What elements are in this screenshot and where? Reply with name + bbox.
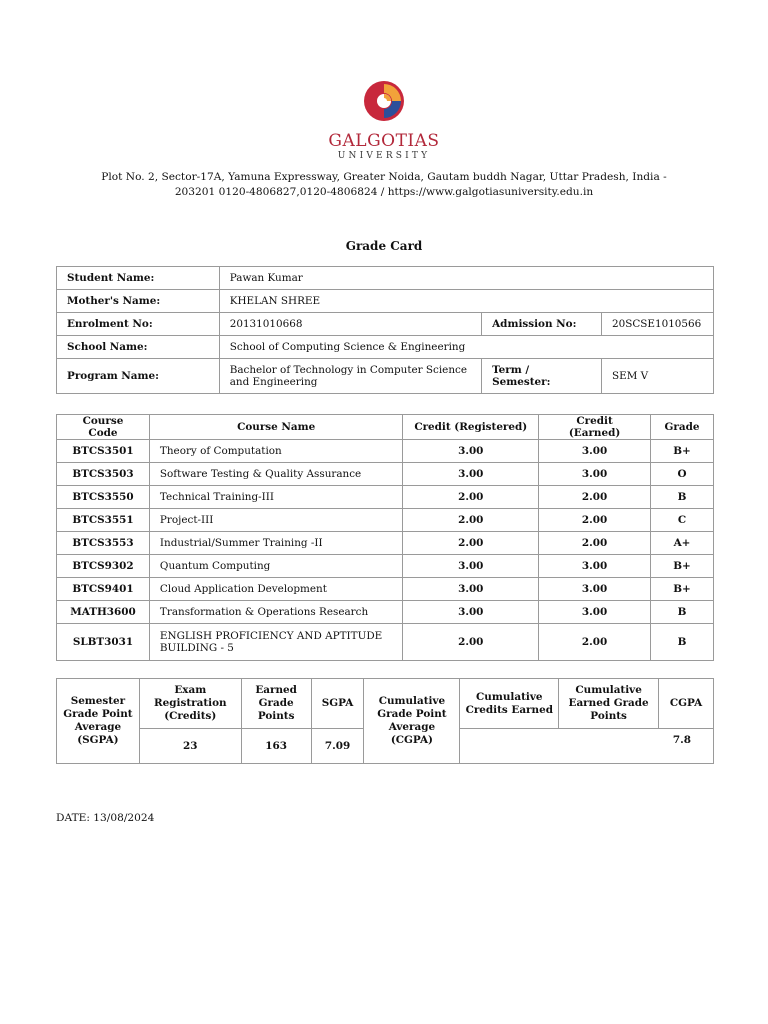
enrolment-value: 20131010668 <box>219 313 481 336</box>
course-name: ENGLISH PROFICIENCY AND APTITUDE BUILDING - 5 <box>149 624 402 661</box>
course-grade: B+ <box>651 578 714 601</box>
mother-name-value: KHELAN SHREE <box>219 290 713 313</box>
table-row <box>57 486 714 509</box>
cgpa-group-label: Cumulative Grade Point Average (CGPA) <box>364 679 460 764</box>
credit-earned: 3.00 <box>539 555 651 578</box>
logo-subtitle: UNIVERSITY <box>337 151 431 161</box>
course-name: Cloud Application Development <box>149 578 402 601</box>
grade-summary-table <box>56 678 714 764</box>
sgpa-group-label: Semester Grade Point Average (SGPA) <box>57 679 140 764</box>
cumulative-points-label: Cumulative Earned Grade Points <box>559 679 659 729</box>
header-credit-registered: Credit (Registered) <box>403 415 539 440</box>
university-address: Plot No. 2, Sector-17A, Yamuna Expressway, Greater Noida, Gautam buddh Nagar, Uttar Pradesh, India - 203201 0120-4806827,0120-4806824 / https://www.galgotiasuniversity.edu.in <box>101 171 667 198</box>
program-label: Program Name: <box>57 359 220 394</box>
galgotias-logo-icon <box>361 78 407 124</box>
credit-earned: 2.00 <box>539 509 651 532</box>
course-grades-table <box>56 414 714 661</box>
course-grade: B <box>651 486 714 509</box>
course-grade: C <box>651 509 714 532</box>
mother-name-row <box>57 290 714 313</box>
cgpa-value: 7.8 <box>460 729 714 764</box>
table-row <box>57 463 714 486</box>
credit-earned: 3.00 <box>539 440 651 463</box>
course-header-row <box>57 415 714 440</box>
summary-header-row <box>57 679 714 729</box>
admission-label: Admission No: <box>482 313 602 336</box>
course-name: Transformation & Operations Research <box>149 601 402 624</box>
course-code: BTCS3551 <box>57 509 150 532</box>
course-code: BTCS9302 <box>57 555 150 578</box>
mother-name-label: Mother's Name: <box>57 290 220 313</box>
course-code: BTCS3553 <box>57 532 150 555</box>
credit-earned: 2.00 <box>539 532 651 555</box>
course-name: Industrial/Summer Training -II <box>149 532 402 555</box>
course-grade: B <box>651 601 714 624</box>
credit-earned: 2.00 <box>539 624 651 661</box>
credit-registered: 2.00 <box>403 486 539 509</box>
school-label: School Name: <box>57 336 220 359</box>
credit-earned: 3.00 <box>539 601 651 624</box>
enrolment-label: Enrolment No: <box>57 313 220 336</box>
sgpa-value: 7.09 <box>311 729 364 764</box>
header-course-code: Course Code <box>57 415 150 440</box>
course-code: BTCS3501 <box>57 440 150 463</box>
term-label: Term / Semester: <box>482 359 602 394</box>
admission-value: 20SCSE1010566 <box>601 313 713 336</box>
credit-registered: 3.00 <box>403 555 539 578</box>
credit-earned: 3.00 <box>539 578 651 601</box>
program-value: Bachelor of Technology in Computer Science and Engineering <box>219 359 481 394</box>
university-logo <box>0 78 768 161</box>
table-row <box>57 624 714 661</box>
student-name-label: Student Name: <box>57 267 220 290</box>
exam-registration-label: Exam Registration (Credits) <box>139 679 241 729</box>
exam-registration-value: 23 <box>139 729 241 764</box>
course-name: Technical Training-III <box>149 486 402 509</box>
cumulative-credits-label: Cumulative Credits Earned <box>460 679 559 729</box>
course-code: BTCS3550 <box>57 486 150 509</box>
course-grade: B+ <box>651 555 714 578</box>
course-rows <box>57 440 714 661</box>
student-info-table <box>56 266 714 394</box>
credit-registered: 2.00 <box>403 509 539 532</box>
term-value: SEM V <box>601 359 713 394</box>
credit-registered: 3.00 <box>403 440 539 463</box>
course-grade: O <box>651 463 714 486</box>
header-credit-earned: Credit (Earned) <box>539 415 651 440</box>
course-code: BTCS9401 <box>57 578 150 601</box>
course-code: BTCS3503 <box>57 463 150 486</box>
course-code: MATH3600 <box>57 601 150 624</box>
sgpa-label: SGPA <box>311 679 364 729</box>
credit-earned: 3.00 <box>539 463 651 486</box>
page-title: Grade Card <box>345 239 423 253</box>
course-name: Quantum Computing <box>149 555 402 578</box>
program-row <box>57 359 714 394</box>
course-grade: B <box>651 624 714 661</box>
issue-date: DATE: 13/08/2024 <box>56 812 155 824</box>
table-row <box>57 601 714 624</box>
table-row <box>57 509 714 532</box>
course-grade: A+ <box>651 532 714 555</box>
table-row <box>57 578 714 601</box>
credit-registered: 2.00 <box>403 532 539 555</box>
school-row <box>57 336 714 359</box>
course-grade: B+ <box>651 440 714 463</box>
earned-grade-points-label: Earned Grade Points <box>241 679 311 729</box>
earned-grade-points-value: 163 <box>241 729 311 764</box>
credit-registered: 2.00 <box>403 624 539 661</box>
credit-earned: 2.00 <box>539 486 651 509</box>
course-name: Software Testing & Quality Assurance <box>149 463 402 486</box>
credit-registered: 3.00 <box>403 601 539 624</box>
table-row <box>57 555 714 578</box>
credit-registered: 3.00 <box>403 578 539 601</box>
table-row <box>57 440 714 463</box>
course-name: Project-III <box>149 509 402 532</box>
enrolment-row <box>57 313 714 336</box>
cgpa-label: CGPA <box>659 679 714 729</box>
student-name-value: Pawan Kumar <box>219 267 713 290</box>
header-course-name: Course Name <box>149 415 402 440</box>
course-code: SLBT3031 <box>57 624 150 661</box>
course-name: Theory of Computation <box>149 440 402 463</box>
table-row <box>57 532 714 555</box>
logo-name: GALGOTIAS <box>328 131 440 151</box>
school-value: School of Computing Science & Engineering <box>219 336 713 359</box>
header-grade: Grade <box>651 415 714 440</box>
student-name-row <box>57 267 714 290</box>
credit-registered: 3.00 <box>403 463 539 486</box>
